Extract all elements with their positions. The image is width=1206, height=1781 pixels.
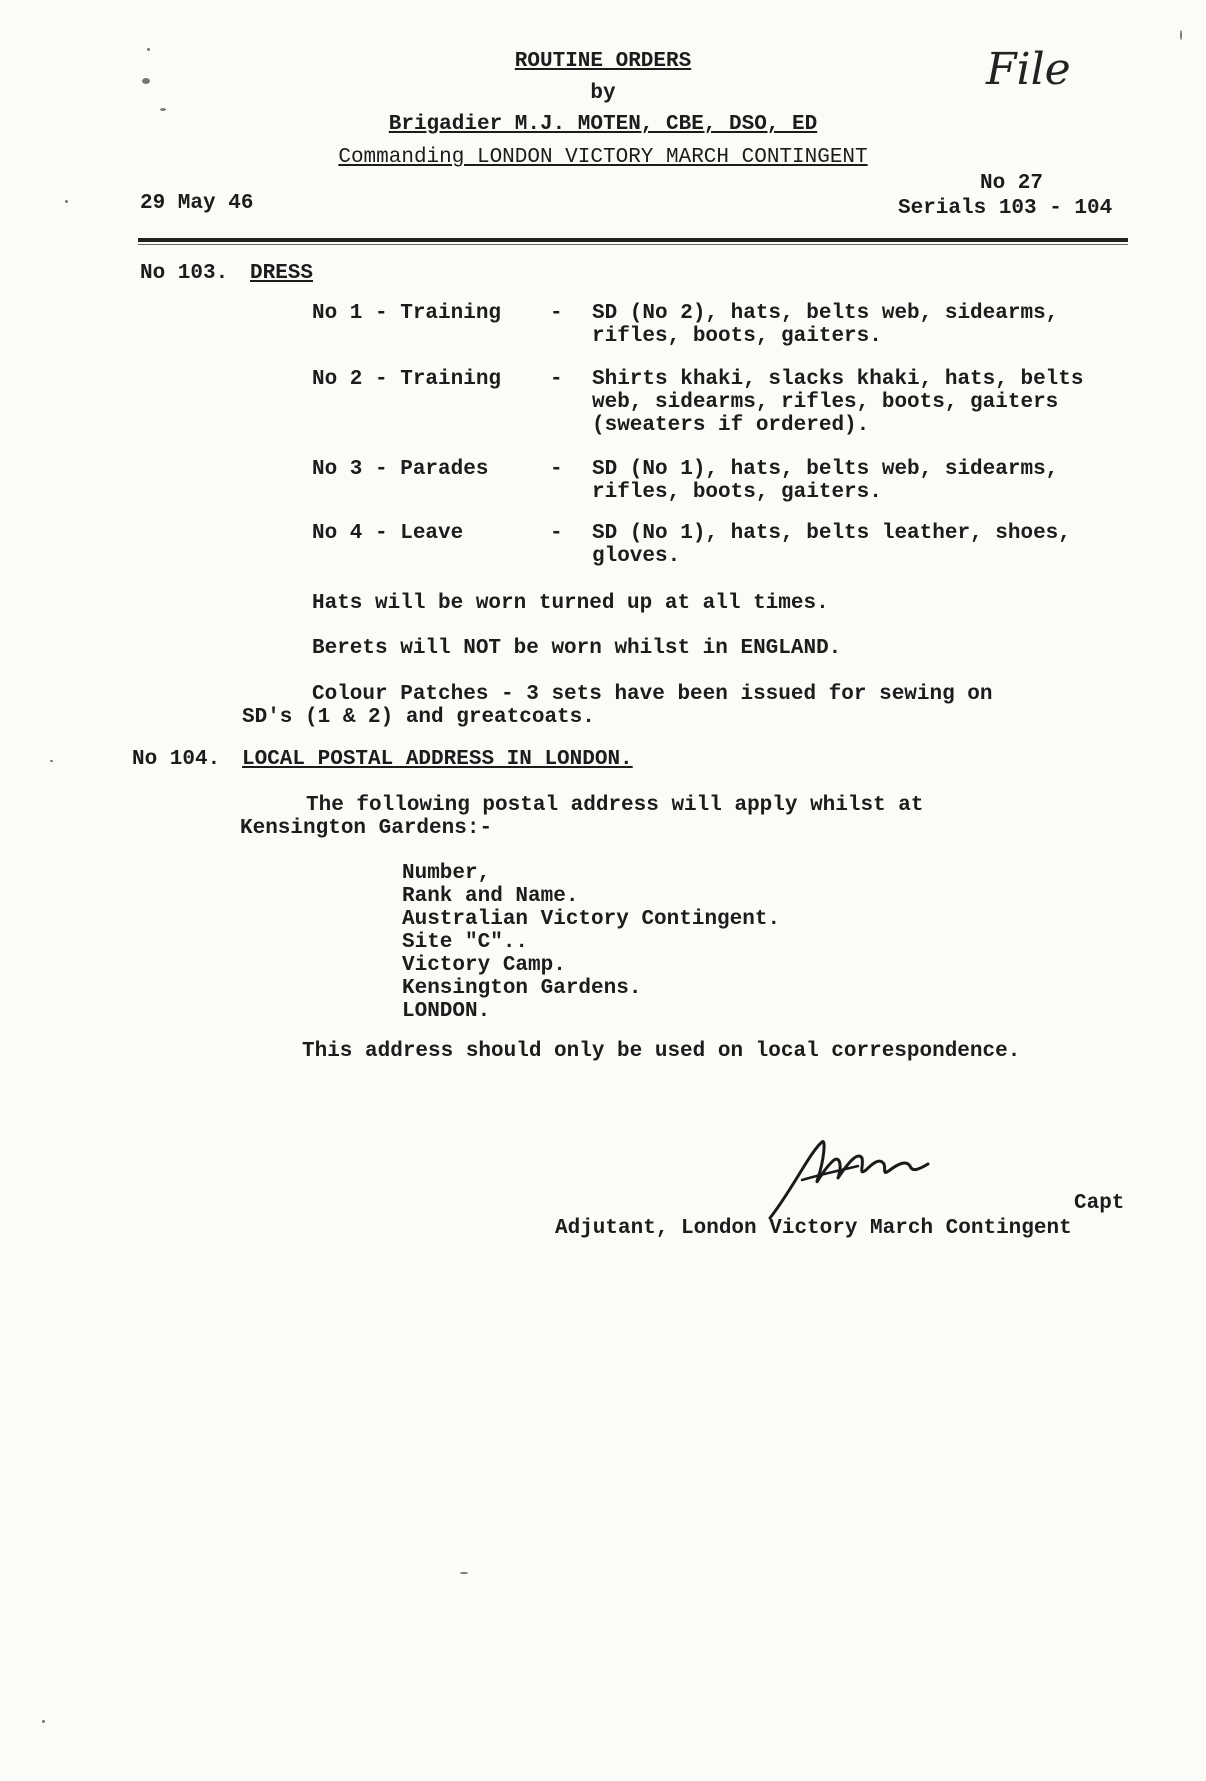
file-annotation: File bbox=[986, 44, 1071, 95]
dress-item-description: SD (No 1), hats, belts leather, shoes, gloves. bbox=[592, 522, 1071, 568]
address-line: Australian Victory Contingent. bbox=[402, 908, 781, 931]
signatory-rank: Capt bbox=[1074, 1192, 1125, 1215]
scan-speck bbox=[42, 1720, 45, 1723]
serials-range: Serials 103 - 104 bbox=[898, 197, 1113, 220]
serial-103-heading: DRESS bbox=[250, 262, 314, 285]
dress-item-dash: - bbox=[550, 302, 563, 325]
signatory-appointment: Adjutant, London Victory March Contingent bbox=[555, 1217, 1072, 1240]
header-rule-thin bbox=[138, 244, 1128, 245]
postal-address-block bbox=[402, 862, 780, 1023]
signature-scrawl bbox=[762, 1130, 982, 1230]
scan-speck bbox=[142, 78, 150, 84]
address-line: Kensington Gardens. bbox=[402, 977, 642, 1000]
note-berets: Berets will NOT be worn whilst in ENGLAND. bbox=[312, 637, 842, 660]
by-line: by bbox=[590, 82, 616, 105]
address-line: Victory Camp. bbox=[402, 954, 566, 977]
dress-item-dash: - bbox=[550, 522, 563, 545]
command-line: Commanding LONDON VICTORY MARCH CONTINGENT bbox=[338, 146, 868, 169]
document-title: ROUTINE ORDERS bbox=[514, 50, 692, 73]
address-line: Site "C".. bbox=[402, 931, 529, 954]
postal-intro: The following postal address will apply whilst at Kensington Gardens:- bbox=[240, 794, 924, 840]
note-hats: Hats will be worn turned up at all times. bbox=[312, 592, 829, 615]
dress-item-description: SD (No 1), hats, belts web, sidearms, rifles, boots, gaiters. bbox=[592, 458, 1059, 504]
serial-103-number: No 103. bbox=[140, 262, 229, 285]
address-line: LONDON. bbox=[402, 1000, 491, 1023]
scan-speck bbox=[147, 48, 150, 51]
address-line: Number, bbox=[402, 862, 491, 885]
scan-speck bbox=[50, 760, 53, 762]
serial-104-heading: LOCAL POSTAL ADDRESS IN LONDON. bbox=[242, 748, 633, 771]
dress-item-label: No 4 - Leave bbox=[312, 522, 464, 545]
scan-speck bbox=[1180, 30, 1182, 40]
note-colour-patches: Colour Patches - 3 sets have been issued for sewing on SD's (1 & 2) and greatcoats. bbox=[242, 683, 993, 729]
dress-item-dash: - bbox=[550, 458, 563, 481]
dress-item-label: No 3 - Parades bbox=[312, 458, 489, 481]
header-rule bbox=[138, 238, 1128, 242]
dress-item-description: SD (No 2), hats, belts web, sidearms, rifles, boots, gaiters. bbox=[592, 302, 1059, 348]
serial-104-number: No 104. bbox=[132, 748, 221, 771]
commander-name: Brigadier M.J. MOTEN, CBE, DSO, ED bbox=[388, 113, 818, 136]
address-line: Rank and Name. bbox=[402, 885, 579, 908]
address-usage-note: This address should only be used on local correspondence. bbox=[302, 1040, 1021, 1063]
order-date: 29 May 46 bbox=[140, 192, 254, 215]
scan-speck bbox=[460, 1572, 468, 1574]
dress-item-dash: - bbox=[550, 368, 563, 391]
scan-speck bbox=[160, 108, 166, 111]
order-number: No 27 bbox=[980, 172, 1044, 195]
dress-item-label: No 1 - Training bbox=[312, 302, 502, 325]
dress-item-description: Shirts khaki, slacks khaki, hats, belts web, sidearms, rifles, boots, gaiters (sweaters if ordered). bbox=[592, 368, 1084, 437]
scan-speck bbox=[65, 200, 68, 203]
dress-item-label: No 2 - Training bbox=[312, 368, 502, 391]
